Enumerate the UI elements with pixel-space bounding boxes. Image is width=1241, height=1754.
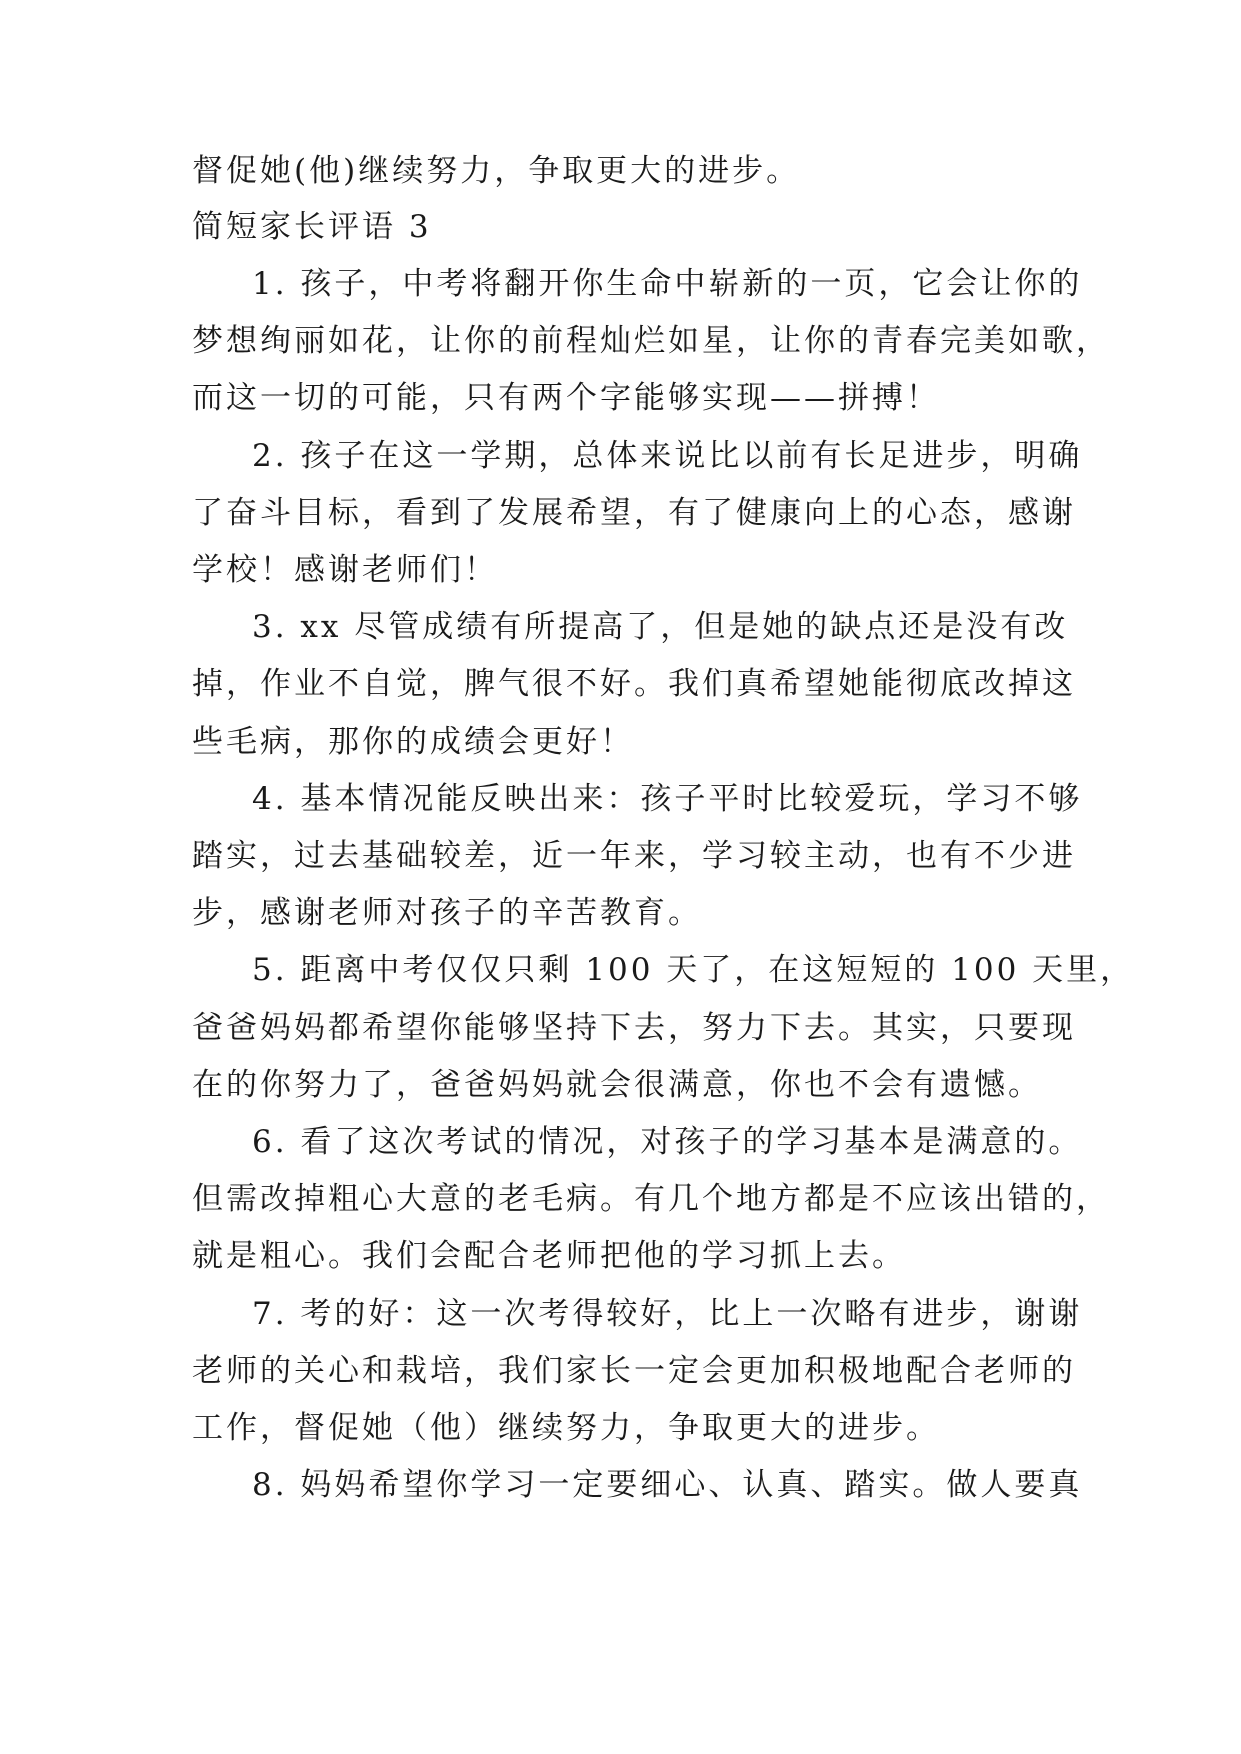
text-line: 老师的关心和栽培，我们家长一定会更加积极地配合老师的 [192, 1353, 1076, 1389]
text-line: 5. 距离中考仅仅只剩 100 天了，在这短短的 100 天里， [252, 952, 1135, 988]
text-line: 就是粗心。我们会配合老师把他的学习抓上去。 [192, 1238, 906, 1274]
text-line: 掉，作业不自觉，脾气很不好。我们真希望她能彻底改掉这 [192, 666, 1076, 702]
text-line: 学校！感谢老师们！ [192, 552, 498, 588]
text-line: 些毛病，那你的成绩会更好！ [192, 724, 634, 760]
text-line: 在的你努力了，爸爸妈妈就会很满意，你也不会有遗憾。 [192, 1067, 1042, 1103]
text-line: 爸爸妈妈都希望你能够坚持下去，努力下去。其实，只要现 [192, 1010, 1076, 1046]
text-line: 梦想绚丽如花，让你的前程灿烂如星，让你的青春完美如歌， [192, 323, 1110, 359]
section-heading: 简短家长评语 3 [192, 209, 432, 245]
text-line: 2. 孩子在这一学期，总体来说比以前有长足进步，明确 [252, 438, 1083, 474]
text-line: 督促她(他)继续努力，争取更大的进步。 [192, 153, 801, 189]
text-line: 4. 基本情况能反映出来：孩子平时比较爱玩，学习不够 [252, 781, 1083, 817]
text-line: 而这一切的可能，只有两个字能够实现——拼搏！ [192, 380, 940, 416]
text-line: 步，感谢老师对孩子的辛苦教育。 [192, 895, 702, 931]
text-line: 3. xx 尽管成绩有所提高了，但是她的缺点还是没有改 [252, 609, 1069, 645]
text-line: 6. 看了这次考试的情况，对孩子的学习基本是满意的。 [252, 1124, 1083, 1160]
text-line: 工作，督促她（他）继续努力，争取更大的进步。 [192, 1410, 940, 1446]
text-line: 了奋斗目标，看到了发展希望，有了健康向上的心态，感谢 [192, 495, 1076, 531]
text-line: 1. 孩子，中考将翻开你生命中崭新的一页，它会让你的 [252, 266, 1083, 302]
text-line: 踏实，过去基础较差，近一年来，学习较主动，也有不少进 [192, 838, 1076, 874]
text-line: 但需改掉粗心大意的老毛病。有几个地方都是不应该出错的， [192, 1181, 1110, 1217]
text-line: 8. 妈妈希望你学习一定要细心、认真、踏实。做人要真 [252, 1467, 1083, 1503]
text-line: 7. 考的好：这一次考得较好，比上一次略有进步，谢谢 [252, 1296, 1083, 1332]
